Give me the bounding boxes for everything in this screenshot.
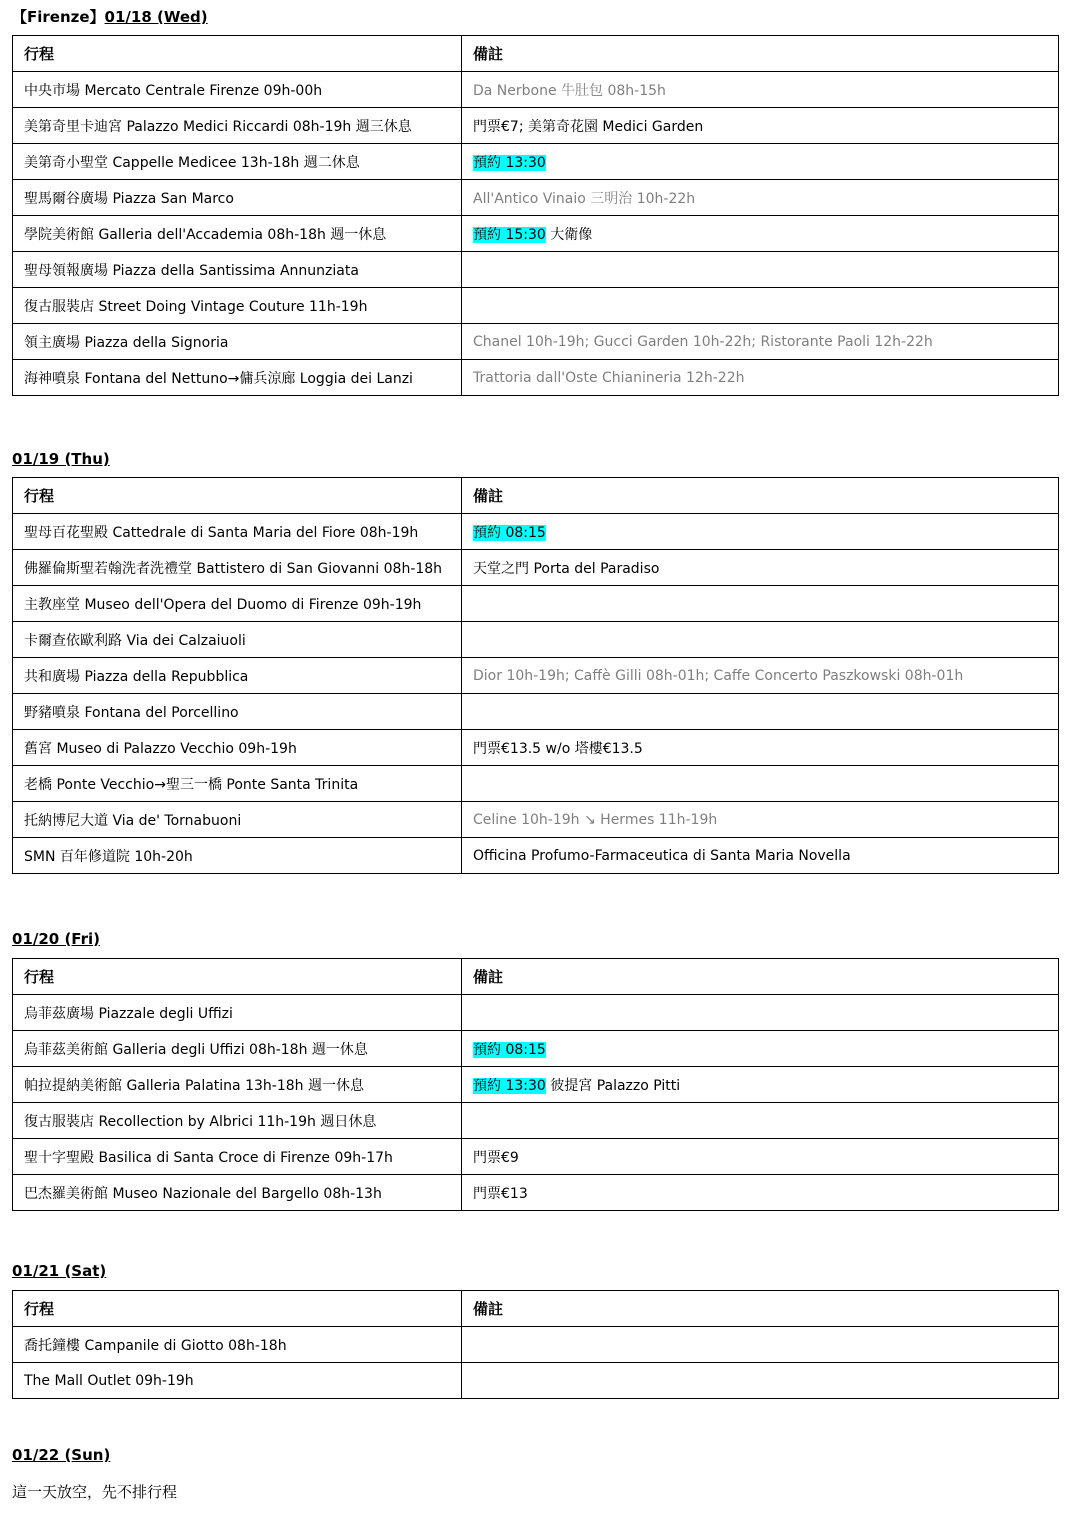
note-text: 門票€13.5 w/o 塔樓€13.5	[473, 740, 643, 757]
reservation-highlight: 預約 13:30	[473, 1077, 546, 1094]
note-cell	[462, 252, 1059, 288]
table-row	[13, 180, 1059, 216]
note-cell	[462, 730, 1059, 766]
table-row	[13, 514, 1059, 550]
day-heading	[12, 929, 100, 949]
table-row	[13, 1175, 1059, 1211]
place-cell: 領主廣場 Piazza della Signoria	[13, 324, 462, 360]
place-cell: 托納博尼大道 Via de' Tornabuoni	[13, 802, 462, 838]
table-row	[13, 360, 1059, 396]
note-text: 門票€7; 美第奇花園 Medici Garden	[473, 118, 704, 135]
day-heading	[12, 1261, 106, 1281]
note-text: 天堂之門 Porta del Paradiso	[473, 560, 660, 577]
note-cell	[462, 72, 1059, 108]
place-cell: 聖母領報廣場 Piazza della Santissima Annunziata	[13, 252, 462, 288]
reservation-highlight: 預約 08:15	[473, 524, 546, 541]
note-cell	[462, 108, 1059, 144]
place-cell: 共和廣場 Piazza della Repubblica	[13, 658, 462, 694]
column-header-notes: 備註	[462, 959, 1059, 995]
column-header-schedule: 行程	[13, 36, 462, 72]
reservation-highlight: 預約 13:30	[473, 154, 546, 171]
schedule-table	[12, 1290, 1059, 1399]
place-cell: 舊宮 Museo di Palazzo Vecchio 09h-19h	[13, 730, 462, 766]
note-cell	[462, 658, 1059, 694]
table-row	[13, 108, 1059, 144]
place-cell: 喬托鐘樓 Campanile di Giotto 08h-18h	[13, 1327, 462, 1363]
table-row	[13, 550, 1059, 586]
table-row	[13, 730, 1059, 766]
free-day-note: 這一天放空，先不排行程	[12, 1483, 178, 1501]
place-cell: 烏菲茲廣場 Piazzale degli Uffizi	[13, 995, 462, 1031]
recommendation-text: Da Nerbone 牛肚包 08h-15h	[473, 82, 666, 99]
table-row	[13, 658, 1059, 694]
table-row	[13, 252, 1059, 288]
column-header-notes: 備註	[462, 478, 1059, 514]
place-cell: 主教座堂 Museo dell'Opera del Duomo di Firenze 09h-19h	[13, 586, 462, 622]
recommendation-text: All'Antico Vinaio 三明治 10h-22h	[473, 190, 696, 207]
note-text: 彼提宮 Palazzo Pitti	[545, 1077, 681, 1094]
note-cell	[462, 514, 1059, 550]
table-header-row	[13, 1291, 1059, 1327]
note-cell	[462, 216, 1059, 252]
note-cell	[462, 995, 1059, 1031]
table-row	[13, 802, 1059, 838]
table-row	[13, 995, 1059, 1031]
note-cell	[462, 180, 1059, 216]
recommendation-text: Trattoria dall'Oste Chianineria 12h-22h	[473, 369, 745, 386]
note-cell	[462, 324, 1059, 360]
place-cell: 復古服裝店 Recollection by Albrici 11h-19h 週日休息	[13, 1103, 462, 1139]
day-heading	[12, 449, 110, 469]
note-cell	[462, 1139, 1059, 1175]
table-row	[13, 144, 1059, 180]
table-row	[13, 324, 1059, 360]
place-cell: 巴杰羅美術館 Museo Nazionale del Bargello 08h-13h	[13, 1175, 462, 1211]
place-cell: 聖馬爾谷廣場 Piazza San Marco	[13, 180, 462, 216]
table-row	[13, 1031, 1059, 1067]
place-cell: 老橋 Ponte Vecchio→聖三一橋 Ponte Santa Trinita	[13, 766, 462, 802]
day-heading	[12, 1445, 110, 1465]
day-date: 01/19 (Thu)	[12, 450, 110, 468]
place-cell: 海神噴泉 Fontana del Nettuno→傭兵涼廊 Loggia dei Lanzi	[13, 360, 462, 396]
note-cell	[462, 144, 1059, 180]
place-cell: The Mall Outlet 09h-19h	[13, 1363, 462, 1399]
column-header-notes: 備註	[462, 1291, 1059, 1327]
table-row	[13, 766, 1059, 802]
table-row	[13, 622, 1059, 658]
schedule-table	[12, 35, 1059, 396]
note-text: 門票€9	[473, 1149, 519, 1166]
schedule-table	[12, 958, 1059, 1211]
table-row	[13, 694, 1059, 730]
place-cell: SMN 百年修道院 10h-20h	[13, 838, 462, 874]
day-date: 01/21 (Sat)	[12, 1262, 107, 1280]
table-row	[13, 72, 1059, 108]
recommendation-text: Dior 10h-19h; Caffè Gilli 08h-01h; Caffe Concerto Paszkowski 08h-01h	[473, 667, 964, 684]
note-cell	[462, 586, 1059, 622]
note-text: Officina Profumo-Farmaceutica di Santa Maria Novella	[473, 847, 851, 864]
table-row	[13, 838, 1059, 874]
note-cell	[462, 1031, 1059, 1067]
note-cell	[462, 1175, 1059, 1211]
table-row	[13, 288, 1059, 324]
note-cell	[462, 694, 1059, 730]
note-cell	[462, 360, 1059, 396]
column-header-schedule: 行程	[13, 1291, 462, 1327]
reservation-highlight: 預約 15:30	[473, 226, 546, 243]
table-header-row	[13, 959, 1059, 995]
column-header-notes: 備註	[462, 36, 1059, 72]
day-date: 01/22 (Sun)	[12, 1446, 111, 1464]
note-cell	[462, 1103, 1059, 1139]
place-cell: 復古服裝店 Street Doing Vintage Couture 11h-19h	[13, 288, 462, 324]
place-cell: 佛羅倫斯聖若翰洗者洗禮堂 Battistero di San Giovanni 08h-18h	[13, 550, 462, 586]
note-cell	[462, 622, 1059, 658]
note-cell	[462, 550, 1059, 586]
place-cell: 中央市場 Mercato Centrale Firenze 09h-00h	[13, 72, 462, 108]
place-cell: 野豬噴泉 Fontana del Porcellino	[13, 694, 462, 730]
place-cell: 烏菲茲美術館 Galleria degli Uffizi 08h-18h 週一休息	[13, 1031, 462, 1067]
place-cell: 美第奇里卡迪宮 Palazzo Medici Riccardi 08h-19h 週三休息	[13, 108, 462, 144]
place-cell: 美第奇小聖堂 Cappelle Medicee 13h-18h 週二休息	[13, 144, 462, 180]
table-row	[13, 1363, 1059, 1399]
place-cell: 卡爾查依歐利路 Via dei Calzaiuoli	[13, 622, 462, 658]
table-row	[13, 586, 1059, 622]
schedule-table	[12, 477, 1059, 874]
note-cell	[462, 802, 1059, 838]
place-cell: 聖十字聖殿 Basilica di Santa Croce di Firenze 09h-17h	[13, 1139, 462, 1175]
note-cell	[462, 1363, 1059, 1399]
place-cell: 帕拉提納美術館 Galleria Palatina 13h-18h 週一休息	[13, 1067, 462, 1103]
note-text: 門票€13	[473, 1185, 528, 1202]
note-cell	[462, 1067, 1059, 1103]
table-header-row	[13, 478, 1059, 514]
table-header-row	[13, 36, 1059, 72]
recommendation-text: Chanel 10h-19h; Gucci Garden 10h-22h; Ristorante Paoli 12h-22h	[473, 333, 933, 350]
place-cell: 學院美術館 Galleria dell'Accademia 08h-18h 週一休息	[13, 216, 462, 252]
table-row	[13, 1327, 1059, 1363]
note-text: 大衛像	[545, 226, 593, 243]
column-header-schedule: 行程	[13, 478, 462, 514]
note-cell	[462, 1327, 1059, 1363]
day-heading	[12, 7, 208, 27]
note-cell	[462, 838, 1059, 874]
day-date: 01/20 (Fri)	[12, 930, 100, 948]
table-row	[13, 1103, 1059, 1139]
table-row	[13, 1139, 1059, 1175]
table-row	[13, 216, 1059, 252]
column-header-schedule: 行程	[13, 959, 462, 995]
city-prefix: 【Firenze】	[12, 8, 105, 26]
place-cell: 聖母百花聖殿 Cattedrale di Santa Maria del Fiore 08h-19h	[13, 514, 462, 550]
recommendation-text: Celine 10h-19h ↘ Hermes 11h-19h	[473, 811, 718, 828]
note-cell	[462, 288, 1059, 324]
note-cell	[462, 766, 1059, 802]
table-row	[13, 1067, 1059, 1103]
reservation-highlight: 預約 08:15	[473, 1041, 546, 1058]
day-date: 01/18 (Wed)	[104, 8, 208, 26]
